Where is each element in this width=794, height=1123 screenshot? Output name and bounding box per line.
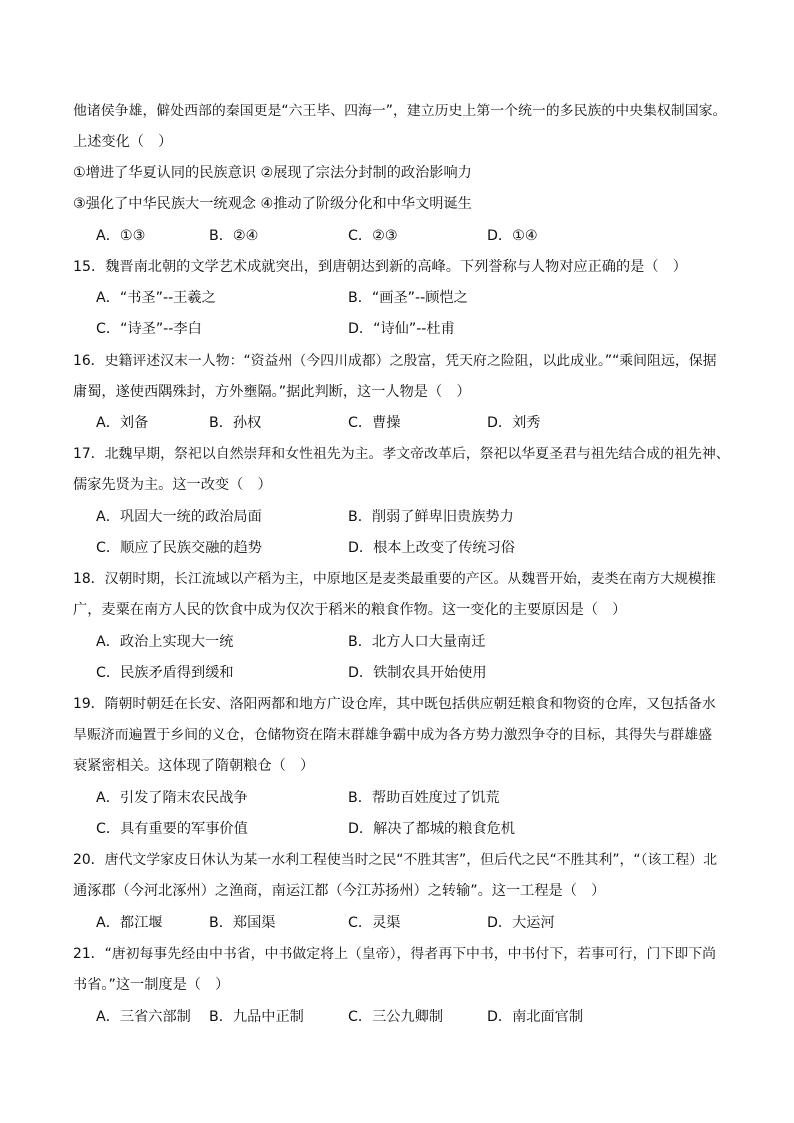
q17-option-c: C．顺应了民族交融的趋势 <box>96 540 262 556</box>
q20-option-c: C．灵渠 <box>348 915 401 931</box>
q18-stem: 广，麦粟在南方人民的饮食中成为仅次于稻米的粮食作物。这一变化的主要原因是（ ） <box>73 602 627 618</box>
q19-stem: 旱赈济而遍置于乡间的义仓，仓储物资在隋末群雄争霸中成为各方势力激烈争夺的目标，其得失与群雄盛 <box>73 727 712 743</box>
q17-option-b: B．削弱了鲜卑旧贵族势力 <box>348 509 514 525</box>
q14-stem-line: 他诸侯争雄，僻处西部的秦国更是“六王毕、四海一”，建立历史上第一个统一的多民族的中央集权制国家。 <box>73 103 727 119</box>
q14-option-d: D．①④ <box>487 228 538 244</box>
q17-stem: 儒家先贤为主。这一改变（ ） <box>73 477 272 493</box>
q18-option-d: D．铁制农具开始使用 <box>348 665 487 681</box>
q16-option-d: D．刘秀 <box>487 415 541 431</box>
q21-option-d: D．南北面官制 <box>487 1009 584 1025</box>
q14-option-a: A．①③ <box>96 228 146 244</box>
q16-stem: 庸蜀，遂使西隅殊封，方外壅隔。”据此判断，这一人物是（ ） <box>73 384 471 400</box>
q15-option-d: D．“诗仙”--杜甫 <box>348 321 455 337</box>
q16-option-c: C．曹操 <box>348 415 401 431</box>
q19-option-b: B．帮助百姓度过了饥荒 <box>348 790 500 806</box>
q14-option-b: B．②④ <box>209 228 259 244</box>
q15-option-b: B．“画圣”--顾恺之 <box>348 290 468 306</box>
q14-statement: ③强化了中华民族大一统观念 ④推动了阶级分化和中华文明诞生 <box>73 196 472 212</box>
q15-option-c: C．“诗圣”--李白 <box>96 321 202 337</box>
q14-stem-line: 上述变化（ ） <box>73 134 173 150</box>
q20-option-d: D．大运河 <box>487 915 555 931</box>
q18-option-b: B．北方人口大量南迁 <box>348 634 486 650</box>
q20-option-a: A．都江堰 <box>96 915 163 931</box>
q18-option-c: C．民族矛盾得到缓和 <box>96 665 234 681</box>
q19-option-d: D．解决了都城的粮食危机 <box>348 821 515 837</box>
q19-option-c: C．具有重要的军事价值 <box>96 821 248 837</box>
q20-stem: 20．唐代文学家皮日休认为某一水利工程使当时之民“不胜其害”，但后代之民“不胜其利”，“（该工程）北 <box>73 852 718 868</box>
q15-option-a: A．“书圣”--王羲之 <box>96 290 216 306</box>
q21-option-a: A．三省六部制 <box>96 1009 191 1025</box>
q17-option-a: A．巩固大一统的政治局面 <box>96 509 262 525</box>
q18-option-a: A．政治上实现大一统 <box>96 634 234 650</box>
q15-stem: 15．魏晋南北朝的文学艺术成就突出，到唐朝达到新的高峰。下列誉称与人物对应正确的是（ ） <box>73 259 687 275</box>
q16-option-b: B．孙权 <box>209 415 262 431</box>
q16-stem: 16．史籍评述汉末一人物：“资益州（今四川成都）之殷富，凭天府之险阻，以此成业。”“乘间阻远，保据 <box>73 353 717 369</box>
q17-stem: 17．北魏早期，祭祀以自然崇拜和女性祖先为主。孝文帝改革后，祭祀以华夏圣君与祖先结合成的祖先神、 <box>73 446 730 462</box>
q21-option-b: B．九品中正制 <box>209 1009 304 1025</box>
q18-stem: 18．汉朝时期，长江流域以产稻为主，中原地区是麦类最重要的产区。从魏晋开始，麦类在南方大规模推 <box>73 571 716 587</box>
q21-stem: 书省。”这一制度是（ ） <box>73 977 230 993</box>
q14-statement: ①增进了华夏认同的民族意识 ②展现了宗法分封制的政治影响力 <box>73 165 472 181</box>
q21-option-c: C．三公九卿制 <box>348 1009 444 1025</box>
q16-option-a: A．刘备 <box>96 415 149 431</box>
q21-stem: 21．“唐初每事先经由中书省，中书做定将上（皇帝），得者再下中书，中书付下，若事可行，门下即下尚 <box>73 946 717 962</box>
q19-stem: 衰紧密相关。这体现了隋朝粮仓（ ） <box>73 758 315 774</box>
q20-option-b: B．郑国渠 <box>209 915 276 931</box>
q20-stem: 通涿郡（今河北涿州）之渔商，南运江都（今江苏扬州）之转输”。这一工程是（ ） <box>73 883 606 899</box>
q19-option-a: A．引发了隋末农民战争 <box>96 790 248 806</box>
q14-option-c: C．②③ <box>348 228 398 244</box>
q17-option-d: D．根本上改变了传统习俗 <box>348 540 515 556</box>
q19-stem: 19．隋朝时朝廷在长安、洛阳两都和地方广设仓库，其中既包括供应朝廷粮食和物资的仓库，又包括备水 <box>73 696 716 712</box>
